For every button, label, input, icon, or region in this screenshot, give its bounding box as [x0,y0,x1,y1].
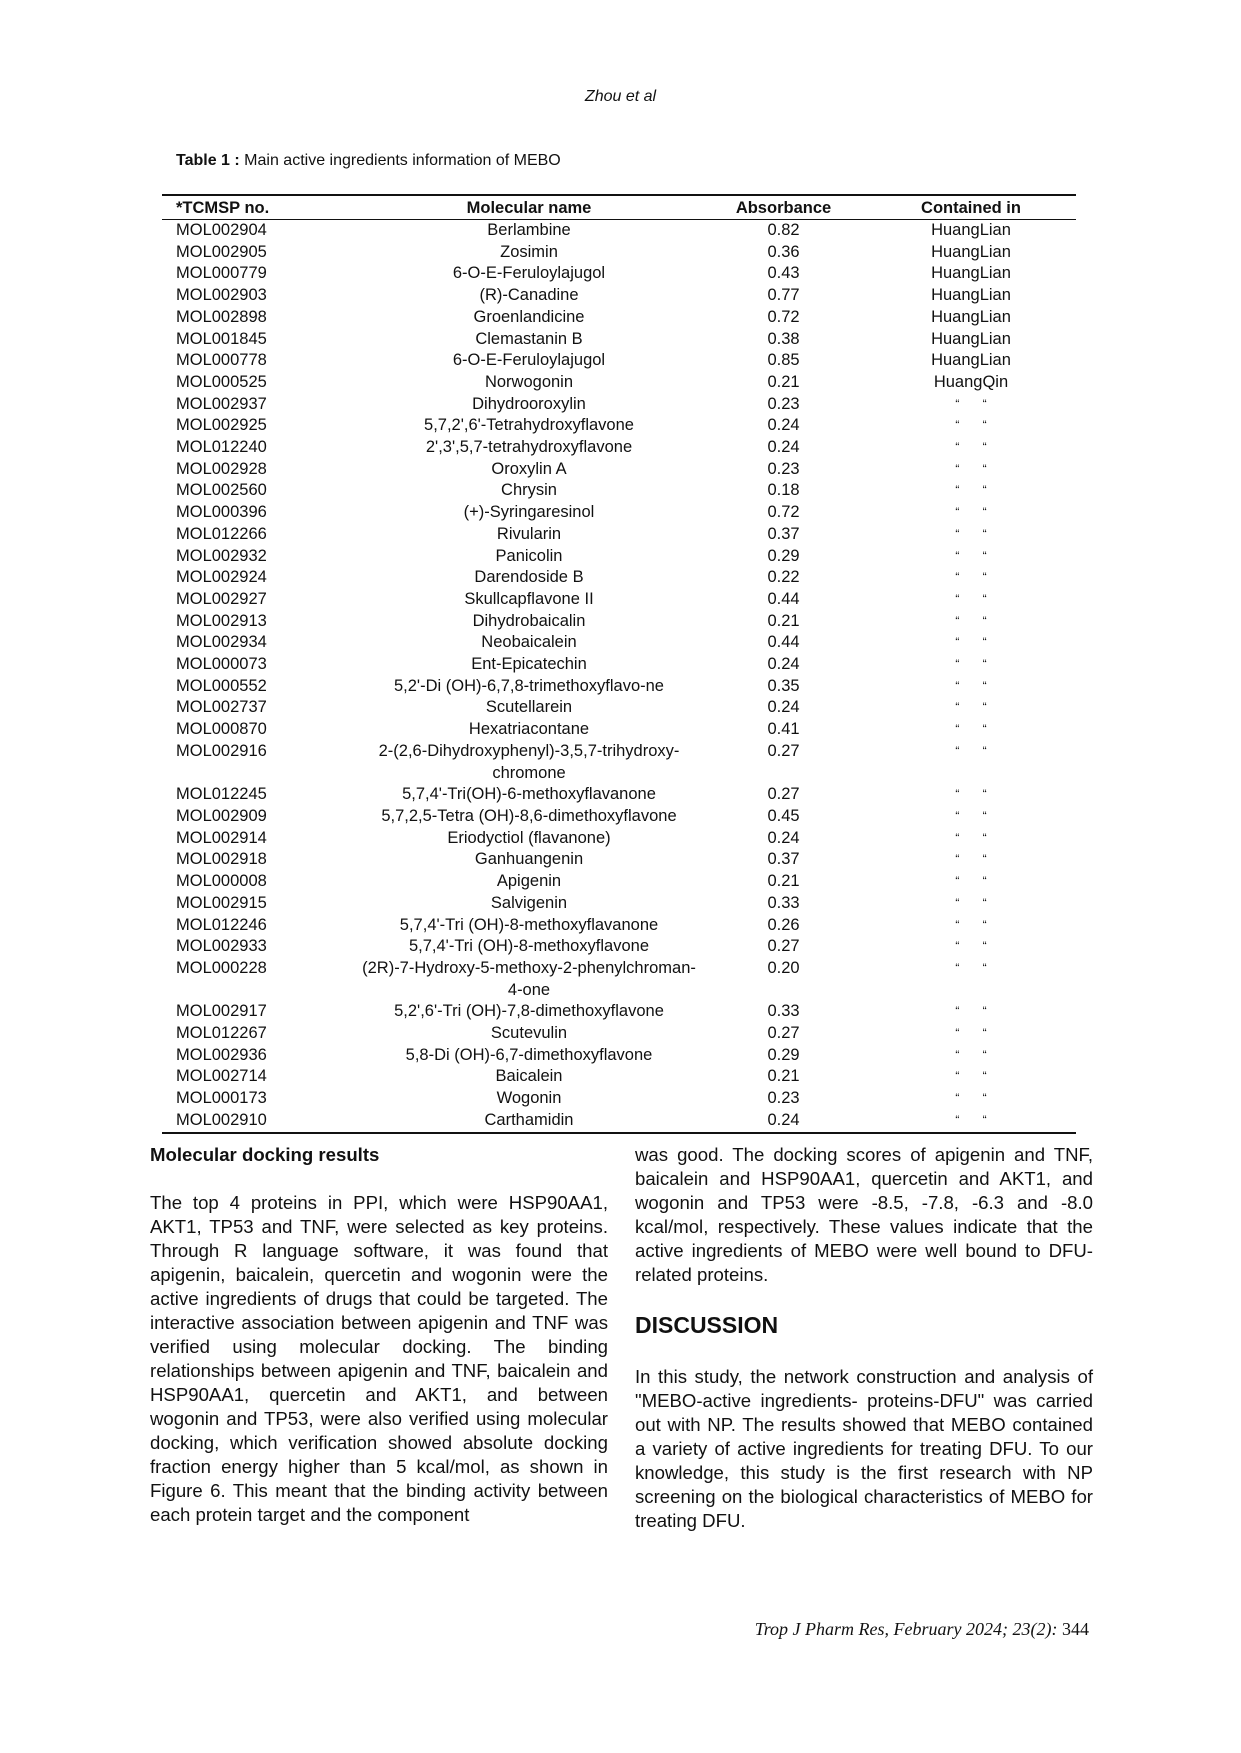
cell-tcmsp-no: MOL002927 [176,589,267,608]
cell-contained-in: “ “ [955,830,997,845]
cell-contained-in: “ “ [955,960,997,975]
cell-absorbance: 0.23 [767,1089,800,1108]
cell-tcmsp-no: MOL002913 [176,611,267,630]
table-row [162,589,1076,611]
cell-contained-in: HuangLian [931,307,1011,326]
cell-absorbance: 0.44 [767,589,800,608]
table-row [162,329,1076,351]
table-row [162,372,1076,394]
cell-absorbance: 0.37 [767,850,800,869]
cell-absorbance: 0.82 [767,221,800,239]
cell-absorbance: 0.24 [767,1110,800,1129]
cell-tcmsp-no: MOL012240 [176,438,267,457]
cell-contained-in: “ “ [955,1026,997,1041]
ingredients-table-container [162,194,1076,1134]
cell-tcmsp-no: MOL002910 [176,1110,267,1129]
cell-contained-in: “ “ [955,1069,997,1084]
cell-contained-in: “ “ [955,396,997,411]
cell-tcmsp-no: MOL000173 [176,1089,267,1108]
cell-tcmsp-no: MOL002932 [176,546,267,565]
cell-contained-in: “ “ [955,917,997,932]
cell-absorbance: 0.24 [767,698,800,717]
cell-contained-in: “ “ [955,483,997,498]
header-absorbance: Absorbance [701,196,866,220]
cell-molecular-name: 5,7,2,5-Tetra (OH)-8,6-dimethoxyflavone [381,806,677,825]
header-molecular-name: Molecular name [357,196,701,220]
table-row [162,936,1076,958]
journal-citation: Trop J Pharm Res, February 2024; 23(2): [754,1619,1058,1639]
cell-molecular-name: (+)-Syringaresinol [463,503,595,522]
cell-contained-in: “ “ [955,1112,997,1127]
cell-contained-in: “ “ [955,461,997,476]
cell-contained-in: “ “ [955,722,997,737]
cell-contained-in: “ “ [955,808,997,823]
table-row [162,1088,1076,1110]
cell-molecular-name: 2',3',5,7-tetrahydroxyflavone [425,438,633,457]
table-row [162,546,1076,568]
cell-absorbance: 0.43 [767,264,800,283]
cell-absorbance: 0.21 [767,611,800,630]
cell-contained-in: HuangLian [931,242,1011,261]
cell-absorbance: 0.45 [767,806,800,825]
table-row [162,524,1076,546]
cell-absorbance: 0.77 [767,286,800,305]
cell-tcmsp-no: MOL002560 [176,481,267,500]
cell-absorbance: 0.72 [767,307,800,326]
cell-molecular-name: Groenlandicine [473,307,585,326]
cell-absorbance: 0.72 [767,503,800,522]
cell-tcmsp-no: MOL000525 [176,372,267,391]
cell-tcmsp-no: MOL012267 [176,1024,267,1043]
table-row [162,459,1076,481]
cell-molecular-name: Apigenin [496,872,562,891]
table-row [162,480,1076,502]
cell-molecular-name: Dihydrobaicalin [472,611,586,630]
section-heading-docking: Molecular docking results [150,1144,380,1165]
cell-tcmsp-no: MOL001845 [176,329,267,348]
docking-paragraph: The top 4 proteins in PPI, which were HSP90AA1, AKT1, TP53 and TNF, were selected as key proteins. Through R language software, it was found that apigenin, baicalein, quercetin and wogonin were the active ingredients of drugs that could be targeted. The interactive association between apigenin and TNF was verified using molecular docking. The binding relationships between apigenin and TNF, baicalein and HSP90AA1, quercetin and AKT1, and between wogonin and TP53, were also verified using molecular docking, which verification showed absolute docking fraction energy higher than 5 kcal/mol, as shown in Figure 6. This meant that the binding activity between each protein target and the component [150,1192,608,1525]
cell-molecular-name: Panicolin [495,546,563,565]
discussion-paragraph: In this study, the network construction and analysis of "MEBO-active ingredients- proteins-DFU" was carried out with NP. The results showed that MEBO contained a variety of active ingredients for treating DFU. To our knowledge, this study is the first research with NP screening on the biological characteristics of MEBO for treating DFU. [635,1366,1093,1531]
table-row [162,394,1076,416]
cell-tcmsp-no: MOL002915 [176,893,267,912]
cell-contained-in: “ “ [955,613,997,628]
cell-absorbance: 0.23 [767,394,800,413]
cell-contained-in: “ “ [955,440,997,455]
table-row [162,632,1076,654]
table-body [162,220,1076,1132]
cell-molecular-name: 5,7,4'-Tri (OH)-8-methoxyflavanone [399,915,659,934]
ingredients-table [162,196,1076,1132]
cell-contained-in: “ “ [955,548,997,563]
cell-molecular-name: Clemastanin B [475,329,583,348]
cell-molecular-name: Scutellarein [485,698,573,717]
cell-molecular-name: 5,7,2',6'-Tetrahydroxyflavone [424,416,634,435]
cell-molecular-name: Berlambine [487,221,571,239]
cell-tcmsp-no: MOL002937 [176,394,267,413]
table-row [162,676,1076,698]
table-row [162,220,1076,242]
cell-molecular-name: Baicalein [495,1067,563,1086]
table-row [162,806,1076,828]
cell-molecular-name: Carthamidin [484,1110,574,1129]
table-row [162,654,1076,676]
cell-contained-in: “ “ [955,418,997,433]
cell-contained-in: “ “ [955,1091,997,1106]
cell-tcmsp-no: MOL002917 [176,1002,267,1021]
cell-absorbance: 0.27 [767,1024,800,1043]
cell-absorbance: 0.21 [767,1067,800,1086]
cell-molecular-name: Chrysin [501,481,557,500]
cell-absorbance: 0.85 [767,351,800,370]
cell-absorbance: 0.22 [767,568,800,587]
cell-tcmsp-no: MOL000870 [176,720,267,739]
table-caption-label: Table 1 : [176,152,240,169]
running-head: Zhou et al [584,88,657,105]
cell-contained-in: “ “ [955,657,997,672]
cell-molecular-name: (2R)-7-Hydroxy-5-methoxy-2-phenylchroman-4-one [362,958,696,999]
table-caption [176,152,561,170]
table-row [162,719,1076,741]
table-row [162,285,1076,307]
cell-contained-in: HuangQin [933,372,1009,391]
table-row [162,1001,1076,1023]
table-row [162,741,1076,784]
cell-absorbance: 0.41 [767,720,800,739]
cell-absorbance: 0.27 [767,785,800,804]
cell-molecular-name: Wogonin [496,1089,562,1108]
table-row [162,958,1076,1001]
cell-molecular-name: Dihydrooroxylin [472,394,586,413]
cell-absorbance: 0.35 [767,676,800,695]
cell-tcmsp-no: MOL002933 [176,937,267,956]
cell-tcmsp-no: MOL002904 [176,221,267,239]
cell-contained-in: “ “ [955,1004,997,1019]
table-row [162,893,1076,915]
cell-molecular-name: 5,2'-Di (OH)-6,7,8-trimethoxyflavo-ne [394,676,664,695]
cell-contained-in: “ “ [955,505,997,520]
cell-molecular-name: Neobaicalein [481,633,577,652]
cell-absorbance: 0.20 [767,958,800,977]
page-number: 344 [1057,1619,1089,1639]
page-footer [755,1619,1089,1640]
cell-molecular-name: Ganhuangenin [474,850,584,869]
table-row [162,611,1076,633]
cell-tcmsp-no: MOL002914 [176,828,267,847]
cell-absorbance: 0.26 [767,915,800,934]
table-row [162,437,1076,459]
cell-molecular-name: Ent-Epicatechin [471,655,587,674]
cell-molecular-name: Darendoside B [474,568,584,587]
cell-molecular-name: 2-(2,6-Dihydroxyphenyl)-3,5,7-trihydroxy-chromone [378,741,680,782]
cell-tcmsp-no: MOL002905 [176,242,267,261]
cell-absorbance: 0.33 [767,893,800,912]
cell-absorbance: 0.21 [767,872,800,891]
header-tcmsp-no: *TCMSP no. [162,196,357,220]
table-row [162,263,1076,285]
table-header-row [162,196,1076,220]
cell-absorbance: 0.44 [767,633,800,652]
cell-contained-in: “ “ [955,743,997,758]
cell-contained-in: HuangLian [931,264,1011,283]
cell-absorbance: 0.29 [767,1045,800,1064]
cell-contained-in: HuangLian [931,221,1011,239]
cell-contained-in: HuangLian [931,286,1011,305]
cell-contained-in: “ “ [955,939,997,954]
cell-contained-in: “ “ [955,852,997,867]
table-row [162,567,1076,589]
cell-tcmsp-no: MOL002934 [176,633,267,652]
cell-tcmsp-no: MOL000228 [176,958,267,977]
table-row [162,242,1076,264]
cell-tcmsp-no: MOL002918 [176,850,267,869]
table-row [162,915,1076,937]
cell-tcmsp-no: MOL002925 [176,416,267,435]
cell-contained-in: “ “ [955,874,997,889]
table-row [162,502,1076,524]
cell-absorbance: 0.37 [767,524,800,543]
header-contained-in: Contained in [866,196,1076,220]
cell-contained-in: “ “ [955,1047,997,1062]
table-row [162,1023,1076,1045]
cell-contained-in: “ “ [955,526,997,541]
cell-tcmsp-no: MOL002924 [176,568,267,587]
cell-absorbance: 0.29 [767,546,800,565]
table-row [162,1045,1076,1067]
cell-tcmsp-no: MOL000008 [176,872,267,891]
table-row [162,784,1076,806]
table-row [162,1110,1076,1132]
cell-molecular-name: Hexatriacontane [468,720,590,739]
table-caption-text: Main active ingredients information of MEBO [239,152,561,169]
cell-molecular-name: 6-O-E-Feruloylajugol [452,264,606,283]
cell-contained-in: HuangLian [931,329,1011,348]
cell-contained-in: HuangLian [931,351,1011,370]
cell-absorbance: 0.36 [767,242,800,261]
cell-tcmsp-no: MOL000073 [176,655,267,674]
cell-contained-in: “ “ [955,591,997,606]
cell-molecular-name: Eriodyctiol (flavanone) [447,828,611,847]
cell-tcmsp-no: MOL000778 [176,351,267,370]
cell-molecular-name: (R)-Canadine [479,286,579,305]
cell-molecular-name: 5,7,4'-Tri(OH)-6-methoxyflavanone [402,785,656,804]
cell-absorbance: 0.24 [767,828,800,847]
cell-molecular-name: Rivularin [496,524,562,543]
cell-tcmsp-no: MOL012245 [176,785,267,804]
cell-molecular-name: Norwogonin [484,372,574,391]
cell-contained-in: “ “ [955,570,997,585]
cell-tcmsp-no: MOL002714 [176,1067,267,1086]
cell-tcmsp-no: MOL002928 [176,459,267,478]
section-heading-discussion: DISCUSSION [635,1312,779,1338]
cell-absorbance: 0.27 [767,937,800,956]
cell-absorbance: 0.24 [767,655,800,674]
table-row [162,307,1076,329]
table-row [162,871,1076,893]
cell-tcmsp-no: MOL000552 [176,676,267,695]
cell-tcmsp-no: MOL002916 [176,741,267,760]
cell-contained-in: “ “ [955,635,997,650]
cell-tcmsp-no: MOL012246 [176,915,267,934]
cell-tcmsp-no: MOL002909 [176,806,267,825]
table-row [162,415,1076,437]
cell-tcmsp-no: MOL002936 [176,1045,267,1064]
cell-molecular-name: 6-O-E-Feruloylajugol [452,351,606,370]
left-column [150,1143,608,1527]
cell-contained-in: “ “ [955,787,997,802]
table-row [162,1066,1076,1088]
cell-absorbance: 0.38 [767,329,800,348]
cell-absorbance: 0.18 [767,481,800,500]
cell-tcmsp-no: MOL012266 [176,524,267,543]
cell-absorbance: 0.24 [767,438,800,457]
cell-absorbance: 0.24 [767,416,800,435]
cell-molecular-name: Skullcapflavone II [464,589,594,608]
cell-molecular-name: Scutevulin [490,1024,568,1043]
docking-continuation-paragraph: was good. The docking scores of apigenin and TNF, baicalein and HSP90AA1, quercetin and AKT1, and wogonin and TP53 were -8.5, -7.8, -6.3 and -8.0 kcal/mol, respectively. These values indicate that the active ingredients of MEBO were well bound to DFU-related proteins. [635,1144,1093,1285]
right-column [635,1143,1093,1533]
cell-molecular-name: 5,2',6'-Tri (OH)-7,8-dimethoxyflavone [394,1002,664,1021]
cell-contained-in: “ “ [955,700,997,715]
cell-molecular-name: Zosimin [500,242,558,261]
cell-tcmsp-no: MOL002898 [176,307,267,326]
table-row [162,350,1076,372]
cell-absorbance: 0.27 [767,741,800,760]
cell-molecular-name: 5,7,4'-Tri (OH)-8-methoxyflavone [408,937,650,956]
table-row [162,697,1076,719]
cell-absorbance: 0.21 [767,372,800,391]
cell-tcmsp-no: MOL002737 [176,698,267,717]
cell-molecular-name: Salvigenin [490,893,568,912]
cell-tcmsp-no: MOL002903 [176,286,267,305]
table-row [162,828,1076,850]
cell-tcmsp-no: MOL000779 [176,264,267,283]
cell-molecular-name: 5,8-Di (OH)-6,7-dimethoxyflavone [405,1045,653,1064]
cell-contained-in: “ “ [955,678,997,693]
cell-absorbance: 0.23 [767,459,800,478]
cell-contained-in: “ “ [955,895,997,910]
cell-molecular-name: Oroxylin A [491,459,567,478]
cell-absorbance: 0.33 [767,1002,800,1021]
table-row [162,849,1076,871]
cell-tcmsp-no: MOL000396 [176,503,267,522]
